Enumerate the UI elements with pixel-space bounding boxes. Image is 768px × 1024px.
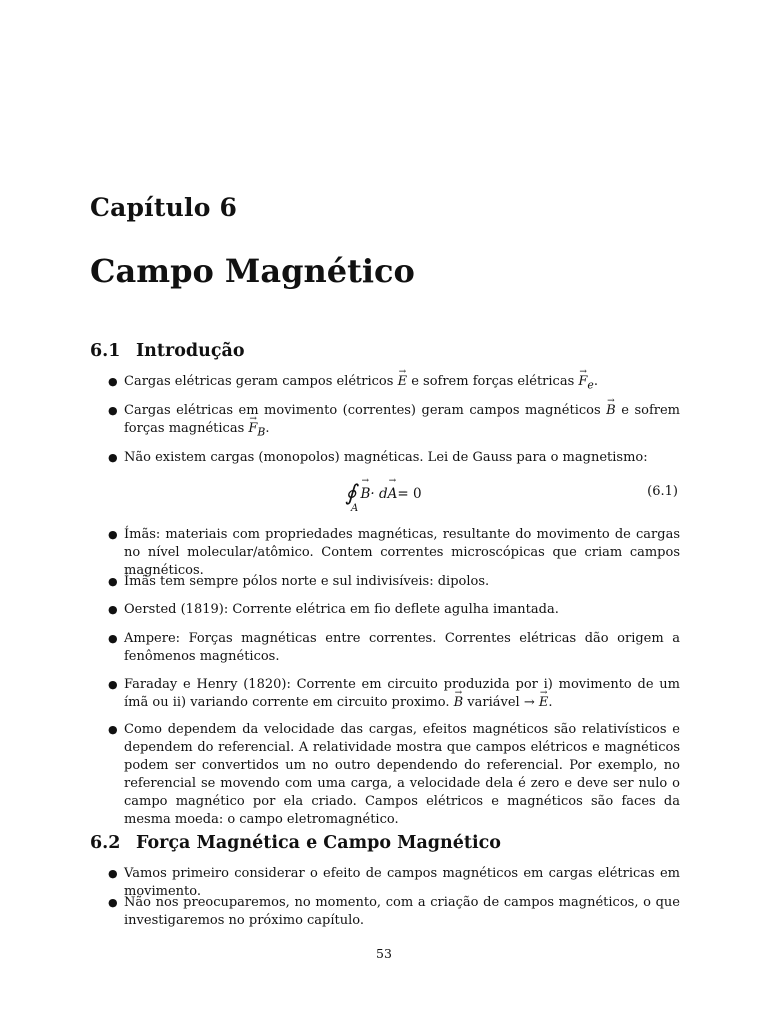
bullet-icon: ● <box>108 575 118 588</box>
list-item <box>110 373 680 395</box>
list-item <box>110 402 680 442</box>
item-text: variável → <box>463 695 539 710</box>
vector-symbol: → F <box>248 420 257 438</box>
bullet-icon: ● <box>108 404 118 417</box>
chapter-title: Campo Magnético <box>90 252 415 290</box>
subscript: e <box>587 378 594 392</box>
item-text: Cargas elétricas geram campos elétricos <box>124 374 398 389</box>
item-text: Ímãs tem sempre pólos norte e sul indivisíveis: dipolos. <box>124 574 490 589</box>
equation <box>345 481 422 514</box>
list-item <box>110 526 680 580</box>
item-text: Não nos preocuparemos, no momento, com a criação de campos magnéticos, o que investigaremos no próximo capítulo. <box>124 895 680 928</box>
equation-text: · d <box>370 485 388 502</box>
vector-symbol: → A <box>388 486 398 502</box>
section-number: 6.2 <box>90 833 121 853</box>
bullet-icon: ● <box>108 896 118 909</box>
list-item <box>110 573 680 591</box>
item-text: e sofrem forças magnéticas <box>124 403 680 436</box>
section-number: 6.1 <box>90 341 121 361</box>
list-item <box>110 676 680 712</box>
subscript: B <box>257 425 266 439</box>
equation-text: = 0 <box>397 485 422 502</box>
vector-symbol: → B <box>454 694 464 712</box>
item-text: Não existem cargas (monopolos) magnéticas. Lei de Gauss para o magnetismo: <box>124 450 648 465</box>
bullet-icon: ● <box>108 678 118 691</box>
integral-subscript: A <box>351 503 359 514</box>
bullet-icon: ● <box>108 723 118 736</box>
item-text: . <box>593 374 598 389</box>
item-text: Ampere: Forças magnéticas entre correntes. Correntes elétricas dão origem a fenômenos magnéticos. <box>124 631 680 664</box>
bullet-icon: ● <box>108 375 118 388</box>
section-heading-6-2 <box>90 833 501 853</box>
section-title: Força Magnética e Campo Magnético <box>136 833 501 853</box>
list-item <box>110 721 680 829</box>
item-text: Faraday e Henry (1820): Corrente em circuito produzida por i) movimento de um ímã ou ii) variando corrente em circuito proximo. <box>124 677 680 710</box>
item-text: e sofrem forças elétricas <box>407 374 579 389</box>
item-text: Cargas elétricas em movimento (correntes) geram campos magnéticos <box>124 403 607 418</box>
list-item <box>110 630 680 666</box>
item-text: . <box>548 695 553 710</box>
vector-symbol: → E <box>539 694 549 712</box>
bullet-icon: ● <box>108 528 118 541</box>
bullet-icon: ● <box>108 603 118 616</box>
list-item <box>110 449 680 467</box>
item-text: Como dependem da velocidade das cargas, efeitos magnéticos são relativísticos e dependem do referencial. A relatividade mostra que campos elétricos e magnéticos podem ser convertidos um no outro dependendo do referencial. Por exemplo, no referencial se movendo com uma carga, a velocidade dela é zero e deve ser nulo o campo magnético por ela criado. Campos elétricos e magnéticos são faces da mesma moeda: o campo eletromagnético. <box>124 722 680 827</box>
vector-symbol: → B <box>360 486 370 502</box>
item-text: Ímãs: materiais com propriedades magnéticas, resultante do movimento de cargas no nível molecular/atômico. Contem correntes microscópicas que criam campos magnéticos. <box>124 527 680 578</box>
bullet-icon: ● <box>108 867 118 880</box>
vector-symbol: → E <box>398 373 408 391</box>
item-text: Oersted (1819): Corrente elétrica em fio deflete agulha imantada. <box>124 602 559 617</box>
chapter-label: Capítulo 6 <box>90 193 238 222</box>
bullet-icon: ● <box>108 451 118 464</box>
section-title: Introdução <box>136 341 245 361</box>
bullet-icon: ● <box>108 632 118 645</box>
vector-symbol: → B <box>606 402 616 420</box>
page-number: 53 <box>376 946 392 961</box>
list-item <box>110 894 680 930</box>
equation-number: (6.1) <box>647 484 678 499</box>
item-text: . <box>265 421 270 436</box>
vector-symbol: → F <box>578 373 587 391</box>
item-text: Vamos primeiro considerar o efeito de campos magnéticos em cargas elétricas em movimento. <box>124 866 680 899</box>
contour-integral-icon: ∮ A <box>345 481 359 514</box>
section-heading-6-1 <box>90 341 245 361</box>
list-item <box>110 601 680 619</box>
